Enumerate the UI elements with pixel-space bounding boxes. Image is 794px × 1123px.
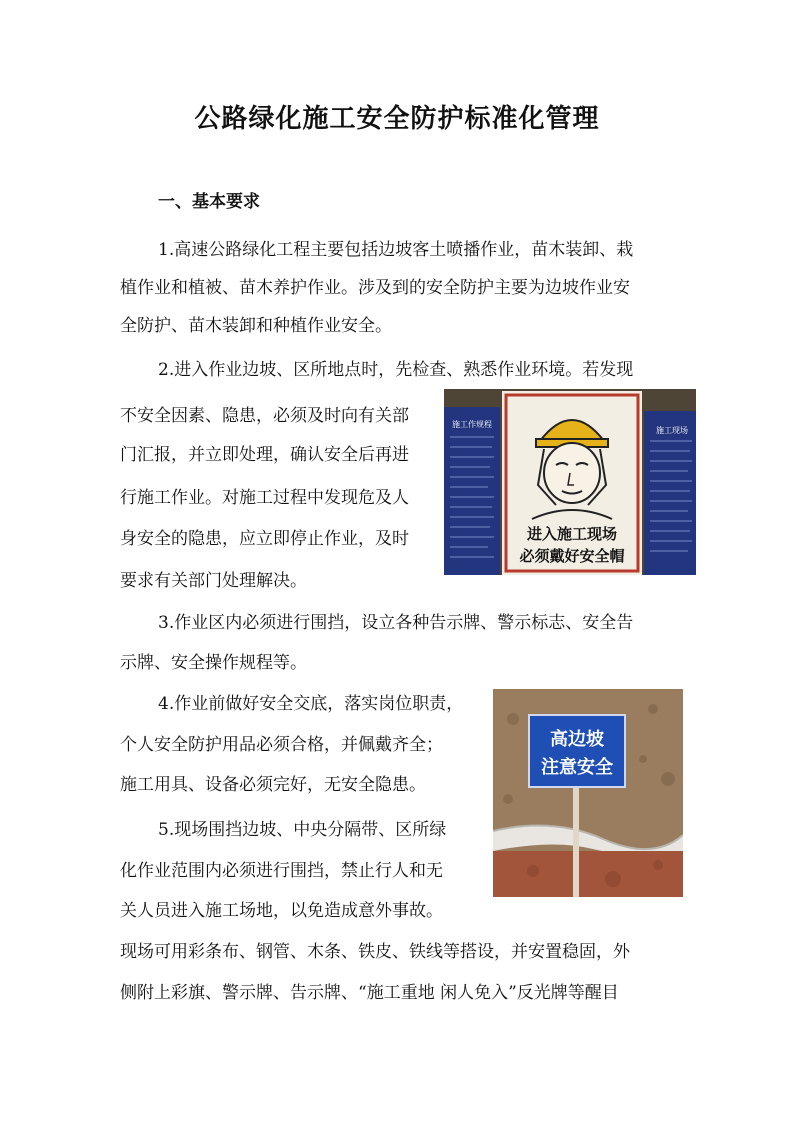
paragraph-line: 化作业范围内必须进行围挡，禁止行人和无 bbox=[120, 861, 443, 881]
paragraph-line: 个人安全防护用品必须合格，并佩戴齐全； bbox=[120, 735, 443, 755]
paragraph-line: 1.高速公路绿化工程主要包括边坡客土喷播作业，苗木装卸、栽 bbox=[158, 240, 634, 260]
paragraph-line: 全防护、苗木装卸和种植作业安全。 bbox=[120, 316, 392, 336]
paragraph-line: 现场可用彩条布、钢管、木条、铁皮、铁线等搭设，并安置稳固，外 bbox=[120, 942, 630, 962]
paragraph-line: 要求有关部门处理解决。 bbox=[120, 571, 307, 591]
page-title: 公路绿化施工安全防护标准化管理 bbox=[194, 104, 600, 134]
right-board-title: 施工现场 bbox=[656, 426, 688, 435]
helmet-sign-photo bbox=[444, 389, 696, 575]
slope-sign-line1: 高边坡 bbox=[550, 729, 604, 750]
paragraph-line: 植作业和植被、苗木养护作业。涉及到的安全防护主要为边坡作业安 bbox=[120, 278, 630, 298]
paragraph-line: 5.现场围挡边坡、中央分隔带、区所绿 bbox=[158, 820, 447, 840]
paragraph-line: 行施工作业。对施工过程中发现危及人 bbox=[120, 488, 409, 508]
paragraph-line: 2.进入作业边坡、区所地点时，先检查、熟悉作业环境。若发现 bbox=[158, 360, 634, 380]
left-board-title: 施工作规程 bbox=[452, 420, 492, 429]
paragraph-line: 关人员进入施工场地，以免造成意外事故。 bbox=[120, 901, 443, 921]
section-heading: 一、基本要求 bbox=[158, 192, 260, 212]
helmet-sign-line2: 必须戴好安全帽 bbox=[519, 547, 625, 565]
paragraph-line: 3.作业区内必须进行围挡，设立各种告示牌、警示标志、安全告 bbox=[158, 613, 634, 633]
helmet-sign-line1: 进入施工现场 bbox=[526, 525, 618, 543]
slope-sign-line2: 注意安全 bbox=[541, 757, 613, 778]
paragraph-line: 4.作业前做好安全交底，落实岗位职责， bbox=[158, 694, 464, 714]
paragraph-line: 门汇报，并立即处理，确认安全后再进 bbox=[120, 445, 409, 465]
paragraph-line: 侧附上彩旗、警示牌、告示牌、“施工重地 闲人免入”反光牌等醒目 bbox=[120, 983, 619, 1003]
paragraph-line: 身安全的隐患，应立即停止作业，及时 bbox=[120, 529, 409, 549]
slope-sign-photo bbox=[493, 689, 683, 897]
paragraph-line: 不安全因素、隐患，必须及时向有关部 bbox=[120, 406, 409, 426]
paragraph-line: 施工用具、设备必须完好，无安全隐患。 bbox=[120, 775, 426, 795]
paragraph-line: 示牌、安全操作规程等。 bbox=[120, 653, 307, 673]
